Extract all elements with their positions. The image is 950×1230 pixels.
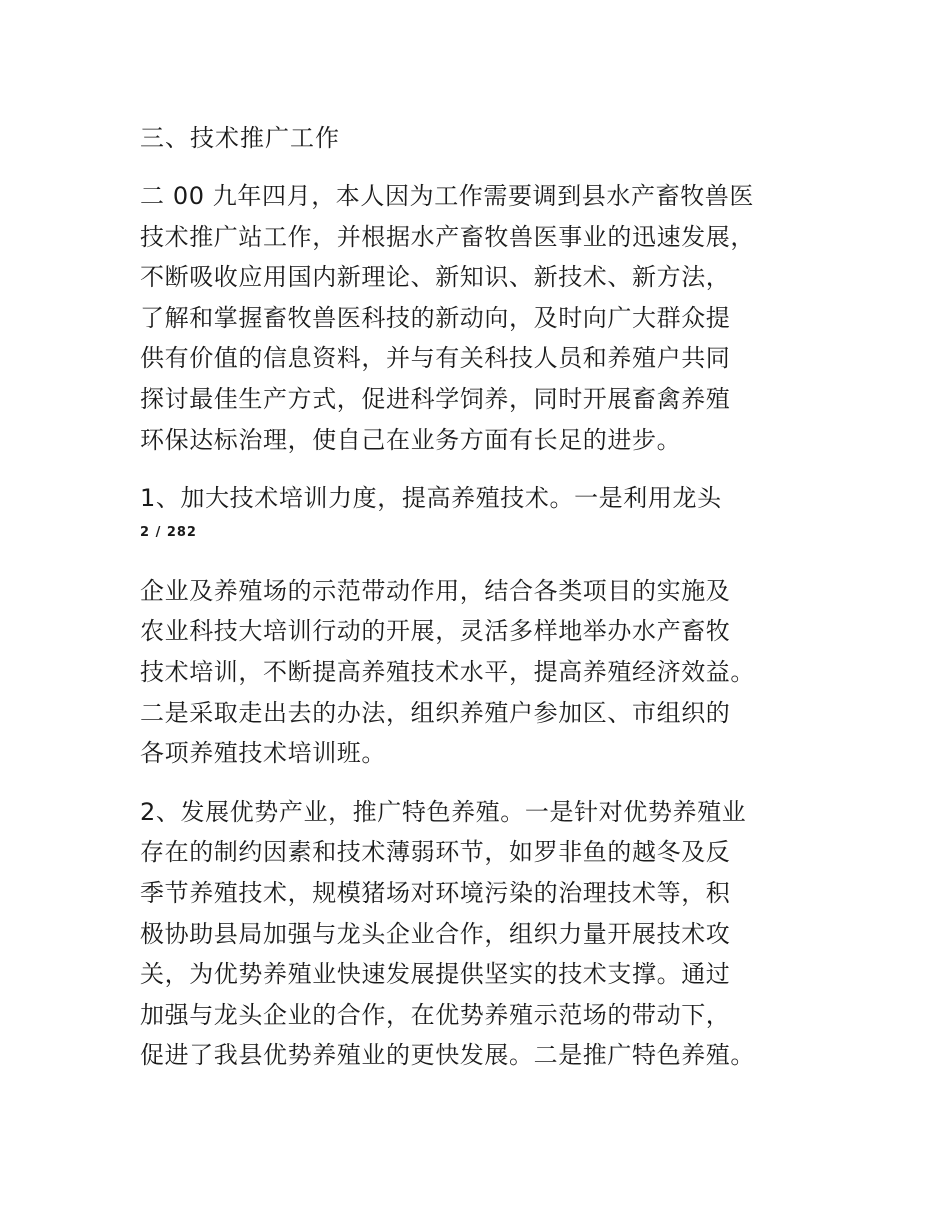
item1-paragraph-top (140, 478, 812, 519)
text-line: 1、加大技术培训力度，提高养殖技术。一是利用龙头 (140, 484, 722, 513)
text-line: 了解和掌握畜牧兽医科技的新动向，及时向广大群众提 (140, 303, 731, 332)
text-line: 加强与龙头企业的合作，在优势养殖示范场的带动下， (140, 1000, 731, 1029)
text-line: 关，为优势养殖业快速发展提供坚实的技术支撑。通过 (140, 960, 731, 989)
text-line: 环保达标治理，使自己在业务方面有长足的进步。 (140, 425, 682, 454)
intro-paragraph (140, 176, 812, 460)
text-line: 技术推广站工作，并根据水产畜牧兽医事业的迅速发展， (140, 222, 755, 251)
text-line: 各项养殖技术培训班。 (140, 739, 386, 768)
item1-paragraph-bottom (140, 571, 812, 774)
text-line: 农业科技大培训行动的开展，灵活多样地举办水产畜牧 (140, 617, 731, 646)
text-line: 探讨最佳生产方式，促进科学饲养，同时开展畜禽养殖 (140, 384, 731, 413)
text-line: 技术培训，不断提高养殖技术水平，提高养殖经济效益。 (140, 657, 755, 686)
text-line: 企业及养殖场的示范带动作用，结合各类项目的实施及 (140, 576, 731, 605)
text-line: 二是采取走出去的办法，组织养殖户参加区、市组织的 (140, 698, 731, 727)
text-line: 季节养殖技术，规模猪场对环境污染的治理技术等，积 (140, 878, 731, 907)
item2-paragraph (140, 792, 812, 1076)
text-line: 供有价值的信息资料，并与有关科技人员和养殖户共同 (140, 344, 731, 373)
text-line: 不断吸收应用国内新理论、新知识、新技术、新方法， (140, 263, 731, 292)
text-line: 促进了我县优势养殖业的更快发展。二是推广特色养殖。 (140, 1041, 755, 1070)
document-page (140, 118, 812, 1094)
text-line: 2、发展优势产业，推广特色养殖。一是针对优势养殖业 (140, 797, 747, 826)
page-number: 2 / 282 (140, 524, 197, 540)
section-heading: 三、技术推广工作 (140, 124, 340, 152)
text-line: 存在的制约因素和技术薄弱环节，如罗非鱼的越冬及反 (140, 838, 731, 867)
text-line: 二 00 九年四月，本人因为工作需要调到县水产畜牧兽医 (140, 182, 754, 210)
text-line: 极协助县局加强与龙头企业合作，组织力量开展技术攻 (140, 919, 731, 948)
